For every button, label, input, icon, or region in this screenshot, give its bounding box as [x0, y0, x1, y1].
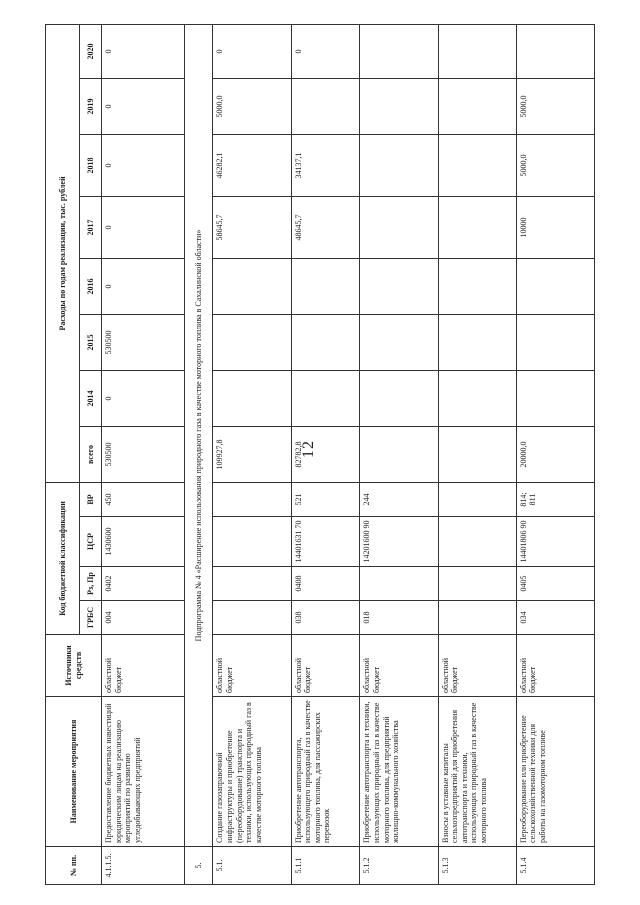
row-num: 5. — [184, 847, 212, 885]
header-year: 2018 — [80, 134, 102, 196]
row-source: областной бюджет — [213, 635, 291, 697]
row-year-value: 58645,7 — [213, 196, 291, 258]
header-num: № пп. — [46, 847, 102, 885]
row-year-value — [360, 24, 438, 78]
row-rzpr: 0402 — [102, 567, 185, 601]
row-grbs: 004 — [102, 601, 185, 635]
header-budget-group: Код бюджетной классификации — [46, 482, 80, 634]
row-grbs — [438, 601, 516, 635]
header-year: 2014 — [80, 370, 102, 426]
row-year-value — [438, 134, 516, 196]
row-year-value — [360, 196, 438, 258]
row-name: Предоставление бюджетных инвестиций юридическим лицам на реализацию мероприятий по развитию угледобывающих предприятий — [102, 697, 185, 847]
row-num: 5.1.3 — [438, 847, 516, 885]
row-total: 20000,0 — [516, 426, 594, 482]
row-source: областной бюджет — [438, 635, 516, 697]
row-vr: 521 — [291, 482, 360, 516]
row-year-value: 0 — [102, 24, 185, 78]
row-total — [438, 426, 516, 482]
row-csr — [213, 517, 291, 567]
row-year-value — [438, 24, 516, 78]
row-num: 5.1.4 — [516, 847, 594, 885]
row-year-value — [291, 370, 360, 426]
table-row — [213, 24, 291, 884]
subprogram-row — [184, 24, 212, 884]
row-year-value — [360, 78, 438, 134]
row-year-value — [291, 78, 360, 134]
row-year-value: 0 — [102, 370, 185, 426]
row-name: Переоборудование или приобретение сельскохозяйственной техники для работы на газомоторном топливе — [516, 697, 594, 847]
row-year-value: 0 — [291, 24, 360, 78]
row-year-value — [360, 258, 438, 314]
header-grbs: ГРБС — [80, 601, 102, 635]
row-year-value — [291, 258, 360, 314]
row-csr: 14401806 90 — [516, 517, 594, 567]
row-year-value — [360, 370, 438, 426]
row-year-value — [516, 258, 594, 314]
header-row-1 — [46, 24, 80, 884]
row-year-value — [438, 370, 516, 426]
row-year-value — [360, 314, 438, 370]
row-year-value: 0 — [102, 258, 185, 314]
row-num: 5.1.2 — [360, 847, 438, 885]
row-rzpr — [213, 567, 291, 601]
header-year: 2017 — [80, 196, 102, 258]
row-year-value — [438, 314, 516, 370]
row-name: Приобретение автотранспорта, использующего природный газ в качестве моторного топлива, для пассажирских перевозок — [291, 697, 360, 847]
row-csr: 14201600 90 — [360, 517, 438, 567]
row-name: Создание газозаправочной инфраструктуры и приобретение (переоборудование) транспорта и техники, использующих природный газ в качестве моторного топлива — [213, 697, 291, 847]
row-year-value — [213, 370, 291, 426]
row-year-value: 5000,0 — [516, 78, 594, 134]
row-year-value — [516, 370, 594, 426]
row-year-value — [438, 196, 516, 258]
budget-table — [45, 24, 595, 885]
row-grbs: 038 — [291, 601, 360, 635]
row-year-value: 0 — [102, 78, 185, 134]
table-row — [102, 24, 185, 884]
row-year-value: 48645,7 — [291, 196, 360, 258]
row-source: областной бюджет — [360, 635, 438, 697]
row-year-value: 5000,0 — [213, 78, 291, 134]
row-total: 530500 — [102, 426, 185, 482]
row-year-value — [213, 258, 291, 314]
row-name: Приобретение автотранспорта и техники, использующих природный газ в качестве моторного топлива, для предприятий жилищно-коммунального хозяйства — [360, 697, 438, 847]
row-csr — [438, 517, 516, 567]
header-name: Наименование мероприятия — [46, 697, 102, 847]
row-year-value — [438, 78, 516, 134]
row-year-value — [291, 314, 360, 370]
row-year-value — [438, 258, 516, 314]
row-name: Взносы в уставные капиталы сельхозпредприятий для приобретения автотранспорта и техники, использующих природный газ в качестве моторного топлива — [438, 697, 516, 847]
table-row — [360, 24, 438, 884]
row-year-value — [213, 314, 291, 370]
row-vr: 814; 811 — [516, 482, 594, 516]
row-rzpr — [360, 567, 438, 601]
header-source: Источники средств — [46, 635, 102, 697]
row-year-value: 0 — [102, 134, 185, 196]
row-rzpr: 0408 — [291, 567, 360, 601]
row-total: 82782,8 — [291, 426, 360, 482]
header-year: 2016 — [80, 258, 102, 314]
page-number: 12 — [300, 440, 317, 458]
row-num: 5.1. — [213, 847, 291, 885]
row-year-value: 10000 — [516, 196, 594, 258]
row-csr: 14401631 70 — [291, 517, 360, 567]
row-year-value: 530500 — [102, 314, 185, 370]
row-rzpr: 0405 — [516, 567, 594, 601]
row-source: областной бюджет — [291, 635, 360, 697]
row-source: областной бюджет — [516, 635, 594, 697]
subprogram-title: Подпрограмма № 4 «Расширение использования природного газа в качестве моторного топлива в Сахалинской области» — [184, 24, 212, 846]
row-vr — [438, 482, 516, 516]
row-year-value: 46282,1 — [213, 134, 291, 196]
row-total — [360, 426, 438, 482]
row-num: 4.1.1.5. — [102, 847, 185, 885]
header-expenses-group: Расходы по годам реализации, тыс. рублей — [46, 24, 80, 482]
row-num: 5.1.1 — [291, 847, 360, 885]
row-total: 109927,8 — [213, 426, 291, 482]
row-csr: 1430600 — [102, 517, 185, 567]
header-total: всего — [80, 426, 102, 482]
row-vr: 244 — [360, 482, 438, 516]
row-year-value — [516, 314, 594, 370]
row-grbs: 018 — [360, 601, 438, 635]
row-rzpr — [438, 567, 516, 601]
header-csr: ЦСР — [80, 517, 102, 567]
row-year-value — [360, 134, 438, 196]
row-year-value: 0 — [102, 196, 185, 258]
row-year-value — [516, 24, 594, 78]
budget-table-sheet — [45, 25, 595, 885]
row-vr: 450 — [102, 482, 185, 516]
row-year-value: 5000,0 — [516, 134, 594, 196]
table-row — [291, 24, 360, 884]
row-source: областной бюджет — [102, 635, 185, 697]
row-vr — [213, 482, 291, 516]
header-rzpr: Рз, Пр — [80, 567, 102, 601]
row-year-value: 34137,1 — [291, 134, 360, 196]
row-grbs: 034 — [516, 601, 594, 635]
header-year: 2020 — [80, 24, 102, 78]
table-row — [438, 24, 516, 884]
row-grbs — [213, 601, 291, 635]
header-vr: ВР — [80, 482, 102, 516]
header-year: 2019 — [80, 78, 102, 134]
table-row — [516, 24, 594, 884]
row-year-value: 0 — [213, 24, 291, 78]
header-year: 2015 — [80, 314, 102, 370]
